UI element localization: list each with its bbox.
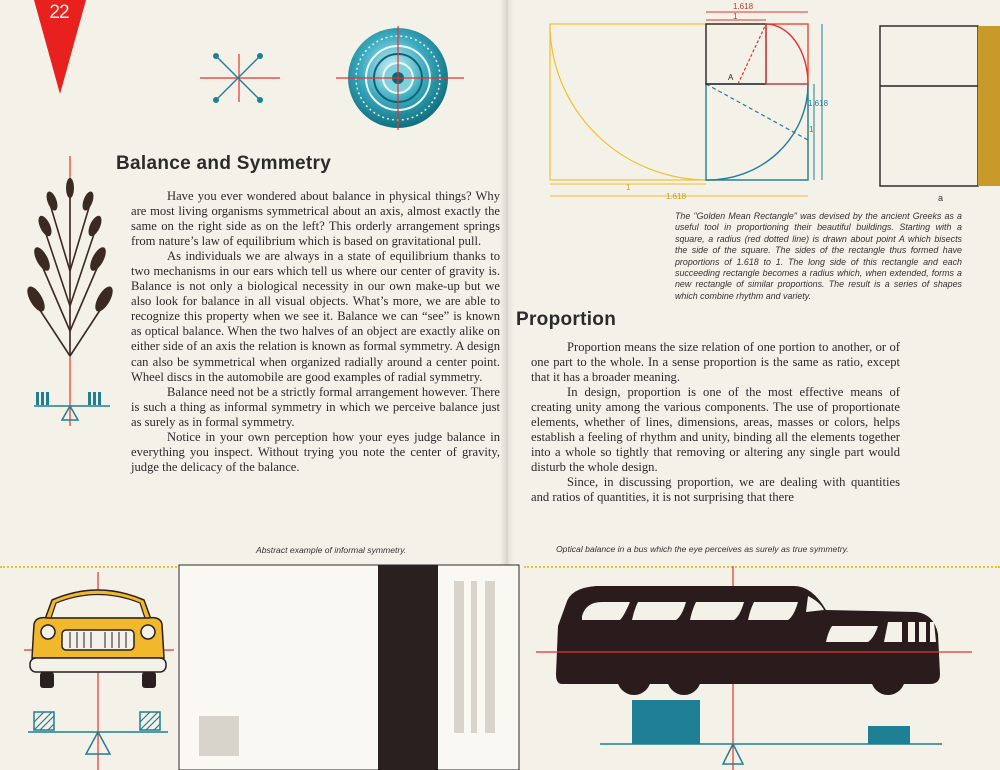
bus-caption: Optical balance in a bus which the eye perceives as surely as true symmetry.	[556, 544, 849, 554]
golden-bottom-short-label: 1	[626, 183, 631, 192]
bus-balance-figure	[536, 566, 986, 770]
balance-paragraph: As individuals we are always in a state of equilibrium thanks to two mechanisms in our ears which tell us where our center of gravity is. Balance is not only a biological necessity in our own make-up but we also look for balance in all visual objects. What’s more, we are able to recognize this property when we see it. Balance we can “see” is known as optical balance. When the two halves of an object are exactly alike on either side of an axis the relation is known as formal symmetry. A design can also be symmetrical when organized radially around a center point. Wheel discs in the automobile are good examples of radial symmetry.	[131, 249, 500, 384]
golden-mean-rectangle-figure	[546, 0, 846, 200]
proportion-heading: Proportion	[516, 309, 617, 330]
side-rectangle-figure	[878, 24, 1000, 194]
plant-symmetry-figure	[24, 156, 116, 426]
radial-x-figure	[200, 46, 280, 110]
balance-paragraph: Balance need not be a strictly formal arrangement however. There is such a thing as informal symmetry in which we perceive balance just as surely as in formal symmetry.	[131, 384, 500, 429]
golden-right-short-label: 1	[809, 125, 814, 134]
golden-mean-caption: The "Golden Mean Rectangle" was devised by the ancient Greeks as a useful tool in proportioning their beautiful buildings. Starting with a square, a radius (red dotted line) is drawn about point A which bisects the side of the square. The sides of the rectangle thus formed have proportions of 1.618 to 1. The long side of this rectangle and each succeeding rectangle becomes a radius which, when extended, forms a new rectangle of similar proportions. The result is a series of shapes which combine rhythm and variety.	[675, 211, 962, 301]
golden-right-long-label: 1.618	[808, 99, 829, 108]
golden-bottom-long-label: 1.618	[666, 192, 687, 201]
balance-heading: Balance and Symmetry	[116, 153, 332, 174]
car-symmetry-figure	[24, 572, 174, 770]
side-figure-label: a	[938, 193, 944, 203]
proportion-paragraph: Since, in discussing proportion, we are dealing with quantities and ratios of quantities, it is not surprising that there	[531, 475, 900, 505]
balance-body	[131, 189, 500, 475]
golden-top-long-label: 1.618	[733, 2, 754, 11]
proportion-paragraph: Proportion means the size relation of one portion to another, or of one part to the whole. In a sense proportion is the same as ratio, except that it has a broader meaning.	[531, 340, 900, 385]
wheel-disc-figure	[330, 26, 470, 130]
golden-point-a-label: A	[728, 73, 734, 82]
proportion-paragraph: In design, proportion is one of the most effective means of creating unity among the various components. The use of proportionate elements, whether of lines, dimensions, areas, masses or colors, helps establish a feeling of rhythm and unity, binding all the elements together into a whole so tightly that removing or altering any single part would disturb the whole design.	[531, 385, 900, 475]
balance-paragraph: Notice in your own perception how your eyes judge balance in everything you inspect. Without trying you note the center of gravity, judge the delicacy of the balance.	[131, 429, 500, 474]
informal-symmetry-caption: Abstract example of informal symmetry.	[256, 545, 407, 555]
informal-symmetry-figure	[179, 565, 519, 770]
balance-paragraph: Have you ever wondered about balance in physical things? Why are most living organisms symmetrical about an axis, almost exactly the same on the right side as on the left? This orderly arrangement springs from nature’s law of equilibrium which is based on gravitational pull.	[131, 189, 500, 249]
golden-top-short-label: 1	[733, 12, 738, 21]
page-number: 22	[49, 2, 69, 23]
proportion-body	[531, 340, 900, 506]
